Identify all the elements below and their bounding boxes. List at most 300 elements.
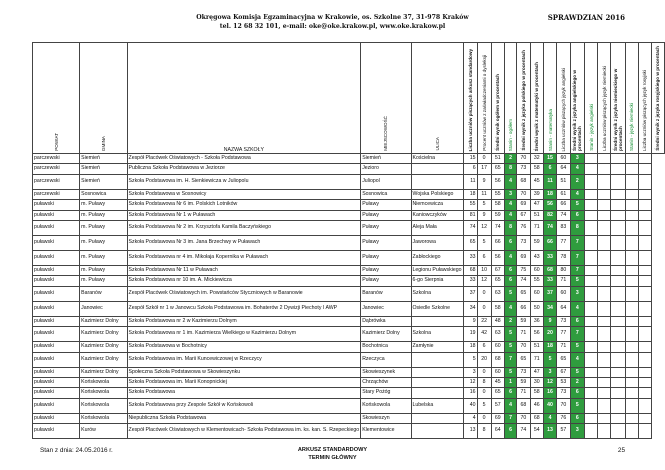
cell-miejscowosc: Bochotnica bbox=[361, 342, 411, 352]
cell-value: 65 bbox=[517, 352, 530, 367]
cell-value: 7 bbox=[504, 352, 516, 367]
cell-empty bbox=[611, 235, 625, 250]
cell-powiat: puławski bbox=[33, 367, 80, 377]
cell-empty bbox=[625, 424, 638, 439]
table-row bbox=[33, 164, 665, 174]
cell-miejscowosc: Puławy bbox=[361, 220, 411, 235]
cell-value: 65 bbox=[491, 164, 504, 174]
cell-value: 64 bbox=[491, 424, 504, 439]
cell-value: 59 bbox=[530, 235, 543, 250]
cell-value: 66 bbox=[517, 301, 530, 316]
cell-value: 12 bbox=[477, 276, 491, 286]
cell-value: 46 bbox=[530, 398, 543, 413]
cell-empty bbox=[625, 367, 638, 377]
cell-value: 58 bbox=[530, 164, 543, 174]
cell-powiat: puławski bbox=[33, 342, 80, 352]
cell-empty bbox=[611, 342, 625, 352]
cell-nazwa: Szkoła Podstawowa nr 4 im. Mikołaja Kopernika w Puławach bbox=[127, 250, 361, 265]
cell-ulica: Szkolna bbox=[411, 327, 463, 342]
cell-ulica: Niemcewicza bbox=[411, 200, 463, 210]
cell-value: 42 bbox=[477, 327, 491, 342]
cell-value: 30 bbox=[530, 377, 543, 387]
cell-value: 2 bbox=[504, 154, 516, 164]
cell-value: 32 bbox=[530, 154, 543, 164]
cell-value: 57 bbox=[491, 398, 504, 413]
cell-powiat: puławski bbox=[33, 210, 80, 220]
cell-empty bbox=[625, 342, 638, 352]
cell-empty bbox=[611, 154, 625, 164]
cell-nazwa: Szkoła Podstawowa im. H. Sienkiewicza w Juliopolu bbox=[127, 174, 361, 189]
cell-nazwa: Szkoła Podstawowa nr 2 w Kazimierzu Dolnym bbox=[127, 316, 361, 326]
cell-gmina: m. Puławy bbox=[80, 265, 127, 275]
cell-value: 4 bbox=[463, 413, 477, 423]
cell-nazwa: Szkoła Podstawowa w Bochotnicy bbox=[127, 342, 361, 352]
cell-empty bbox=[638, 388, 651, 398]
cell-nazwa: Szkoła Podstawowa bbox=[127, 388, 361, 398]
cell-value: 51 bbox=[557, 174, 570, 189]
cell-miejscowosc: Stary Pożóg bbox=[361, 388, 411, 398]
table-row bbox=[33, 250, 665, 265]
cell-value: 15 bbox=[543, 154, 556, 164]
cell-empty bbox=[625, 250, 638, 265]
cell-empty bbox=[584, 398, 597, 413]
cell-empty bbox=[611, 352, 625, 367]
cell-value: 7 bbox=[570, 235, 584, 250]
table-row bbox=[33, 210, 665, 220]
cell-gmina: m. Puławy bbox=[80, 210, 127, 220]
cell-value: 76 bbox=[517, 220, 530, 235]
cell-value: 48 bbox=[491, 316, 504, 326]
cell-value: 60 bbox=[491, 342, 504, 352]
table-row bbox=[33, 377, 665, 387]
cell-empty bbox=[611, 327, 625, 342]
cell-gmina: Kurów bbox=[80, 424, 127, 439]
cell-empty bbox=[638, 250, 651, 265]
cell-empty bbox=[625, 164, 638, 174]
cell-gmina: Kazimierz Dolny bbox=[80, 352, 127, 367]
cell-value: 47 bbox=[530, 200, 543, 210]
table-row bbox=[33, 235, 665, 250]
cell-empty bbox=[638, 189, 651, 199]
cell-empty bbox=[638, 316, 651, 326]
cell-gmina: Kazimierz Dolny bbox=[80, 367, 127, 377]
cell-value: 70 bbox=[517, 413, 530, 423]
cell-value: 64 bbox=[557, 164, 570, 174]
cell-value: 3 bbox=[570, 154, 584, 164]
cell-ulica: Kościelna bbox=[411, 154, 463, 164]
cell-value: 74 bbox=[517, 276, 530, 286]
table-row bbox=[33, 220, 665, 235]
cell-value: 18 bbox=[543, 189, 556, 199]
col-liczba-uczniow: Liczba uczniów piszących arkusz standardowy bbox=[463, 43, 477, 154]
cell-value: 75 bbox=[517, 265, 530, 275]
table-row bbox=[33, 276, 665, 286]
cell-gmina: m. Puławy bbox=[80, 200, 127, 210]
cell-value: 68 bbox=[491, 352, 504, 367]
footer-center bbox=[0, 446, 665, 462]
cell-miejscowosc: Puławy bbox=[361, 200, 411, 210]
cell-value: 82 bbox=[543, 210, 556, 220]
cell-ulica: Zamłynie bbox=[411, 342, 463, 352]
cell-value: 68 bbox=[543, 265, 556, 275]
cell-value: 8 bbox=[477, 377, 491, 387]
cell-miejscowosc: Rzeczyca bbox=[361, 352, 411, 367]
cell-value: 69 bbox=[491, 413, 504, 423]
cell-empty bbox=[638, 174, 651, 189]
cell-value: 6 bbox=[504, 235, 516, 250]
cell-value: 9 bbox=[463, 316, 477, 326]
table-body bbox=[33, 154, 665, 439]
cell-miejscowosc: Puławy bbox=[361, 210, 411, 220]
cell-nazwa: Szkoła Podstawowa nr 10 im. A. Mickiewicza bbox=[127, 276, 361, 286]
cell-value: 63 bbox=[491, 327, 504, 342]
cell-miejscowosc: Kazimierz Dolny bbox=[361, 327, 411, 342]
cell-empty bbox=[598, 235, 611, 250]
cell-value: 5 bbox=[477, 200, 491, 210]
table-row bbox=[33, 398, 665, 413]
cell-empty bbox=[598, 377, 611, 387]
cell-value: 77 bbox=[557, 235, 570, 250]
cell-empty bbox=[638, 424, 651, 439]
header-line-2: tel. 12 68 32 101, e-mail: oke@oke.krakow.pl, www.oke.krakow.pl bbox=[219, 23, 446, 30]
cell-miejscowosc: Puławy bbox=[361, 250, 411, 265]
cell-value: 5 bbox=[477, 398, 491, 413]
cell-value: 4 bbox=[570, 189, 584, 199]
cell-value: 5 bbox=[543, 352, 556, 367]
cell-empty bbox=[598, 301, 611, 316]
cell-value: 71 bbox=[517, 327, 530, 342]
cell-nazwa: Szkoła Podstawowa Nr 3 im. Jana Brzechwy w Puławach bbox=[127, 235, 361, 250]
cell-empty bbox=[598, 189, 611, 199]
cell-value: 74 bbox=[543, 220, 556, 235]
cell-value: 2 bbox=[570, 377, 584, 387]
cell-empty bbox=[638, 342, 651, 352]
cell-nazwa: Zespół Placówek Oświatowych w Klementowicach- Szkoła Podstawowa im. ks. kan. S. Rzepeckiego bbox=[127, 424, 361, 439]
cell-value: 68 bbox=[530, 413, 543, 423]
cell-value: 68 bbox=[517, 398, 530, 413]
cell-nazwa: Szkoła Podstawowa im. Marii Konopnickiej bbox=[127, 377, 361, 387]
cell-value: 83 bbox=[557, 220, 570, 235]
cell-empty bbox=[638, 398, 651, 413]
cell-value: 70 bbox=[517, 189, 530, 199]
cell-empty bbox=[584, 286, 597, 301]
col-wynik-niemiecki: Średni wynik z języka niemieckiego w procentach bbox=[611, 43, 625, 154]
cell-empty bbox=[625, 154, 638, 164]
cell-miejscowosc: Chrząchów bbox=[361, 377, 411, 387]
cell-value: 16 bbox=[543, 388, 556, 398]
cell-value: 11 bbox=[463, 174, 477, 189]
cell-value: 6 bbox=[504, 265, 516, 275]
cell-powiat: puławski bbox=[33, 327, 80, 342]
cell-empty bbox=[638, 265, 651, 275]
col-stanin-angielski: Stanin - język angielski bbox=[584, 43, 597, 154]
cell-ulica: Aleja Mała bbox=[411, 220, 463, 235]
cell-value: 73 bbox=[517, 164, 530, 174]
cell-empty bbox=[584, 174, 597, 189]
cell-empty bbox=[611, 276, 625, 286]
cell-value: 3 bbox=[570, 286, 584, 301]
cell-empty bbox=[598, 220, 611, 235]
cell-ulica: Kaniowczyków bbox=[411, 210, 463, 220]
cell-value: 53 bbox=[557, 377, 570, 387]
cell-value: 3 bbox=[543, 367, 556, 377]
cell-gmina: m. Puławy bbox=[80, 220, 127, 235]
cell-powiat: puławski bbox=[33, 286, 80, 301]
cell-value: 71 bbox=[530, 352, 543, 367]
cell-empty bbox=[584, 301, 597, 316]
cell-value: 76 bbox=[557, 413, 570, 423]
col-wynik-angielski: Średni wynik z języka angielskiego w procentach bbox=[570, 43, 584, 154]
cell-value: 3 bbox=[463, 367, 477, 377]
cell-powiat: puławski bbox=[33, 220, 80, 235]
cell-value: 36 bbox=[530, 316, 543, 326]
cell-value: 73 bbox=[557, 316, 570, 326]
cell-empty bbox=[584, 327, 597, 342]
cell-nazwa: Szkoła Podstawowa nr 1 im. Kazimierza Wielkiego w Kazimierzu Dolnym bbox=[127, 327, 361, 342]
cell-value: 3 bbox=[570, 424, 584, 439]
cell-empty bbox=[598, 367, 611, 377]
cell-value: 13 bbox=[543, 424, 556, 439]
cell-value: 65 bbox=[517, 286, 530, 301]
cell-value: 56 bbox=[530, 327, 543, 342]
cell-empty bbox=[598, 316, 611, 326]
cell-value: 70 bbox=[557, 398, 570, 413]
cell-value: 10 bbox=[477, 265, 491, 275]
cell-empty bbox=[625, 235, 638, 250]
cell-value: 33 bbox=[543, 276, 556, 286]
cell-ulica bbox=[411, 377, 463, 387]
cell-miejscowosc: Skowieszynek bbox=[361, 367, 411, 377]
cell-value: 65 bbox=[557, 352, 570, 367]
table-row bbox=[33, 388, 665, 398]
cell-empty bbox=[638, 154, 651, 164]
col-stanin-niemiecki: Stanin - język niemiecki bbox=[625, 43, 638, 154]
cell-value: 8 bbox=[477, 424, 491, 439]
cell-gmina: Baranów bbox=[80, 286, 127, 301]
cell-value: 66 bbox=[557, 200, 570, 210]
cell-value: 20 bbox=[543, 327, 556, 342]
cell-miejscowosc: Puławy bbox=[361, 235, 411, 250]
col-wynik-ogolem: Średni wynik ogółem w procentach bbox=[491, 43, 504, 154]
cell-empty bbox=[598, 413, 611, 423]
cell-empty bbox=[625, 413, 638, 423]
col-liczba-angielski: Liczba uczniów piszących język angielski bbox=[557, 43, 570, 154]
cell-value: 4 bbox=[570, 164, 584, 174]
cell-gmina: m. Puławy bbox=[80, 276, 127, 286]
cell-value: 73 bbox=[557, 388, 570, 398]
table-row bbox=[33, 352, 665, 367]
cell-powiat: puławski bbox=[33, 316, 80, 326]
cell-value: 51 bbox=[530, 210, 543, 220]
cell-empty bbox=[638, 220, 651, 235]
cell-value: 4 bbox=[504, 250, 516, 265]
cell-nazwa: Szkoła Podstawowa przy Zespole Szkół w Końskowoli bbox=[127, 398, 361, 413]
cell-gmina: Końskowola bbox=[80, 413, 127, 423]
cell-value: 34 bbox=[543, 301, 556, 316]
cell-gmina: Sosnowica bbox=[80, 189, 127, 199]
cell-value: 34 bbox=[463, 301, 477, 316]
cell-empty bbox=[598, 352, 611, 367]
cell-powiat: puławski bbox=[33, 276, 80, 286]
cell-value: 55 bbox=[463, 200, 477, 210]
cell-value: 9 bbox=[543, 316, 556, 326]
cell-empty bbox=[611, 286, 625, 301]
cell-value: 6 bbox=[477, 342, 491, 352]
col-wynik-rosyjski: Średni wynik z języka rosyjskiego w procentach bbox=[651, 43, 664, 154]
cell-empty bbox=[584, 220, 597, 235]
cell-gmina: Siemień bbox=[80, 174, 127, 189]
cell-value: 65 bbox=[491, 276, 504, 286]
cell-value: 13 bbox=[463, 424, 477, 439]
cell-miejscowosc: Puławy bbox=[361, 276, 411, 286]
cell-empty bbox=[598, 154, 611, 164]
cell-value: 74 bbox=[491, 220, 504, 235]
cell-value: 6 bbox=[463, 164, 477, 174]
cell-gmina: Końskowola bbox=[80, 398, 127, 413]
cell-empty bbox=[584, 352, 597, 367]
cell-value: 3 bbox=[504, 189, 516, 199]
cell-value: 18 bbox=[543, 342, 556, 352]
cell-empty bbox=[611, 250, 625, 265]
cell-empty bbox=[598, 286, 611, 301]
cell-gmina: m. Puławy bbox=[80, 250, 127, 265]
cell-value: 65 bbox=[463, 235, 477, 250]
cell-value: 7 bbox=[504, 413, 516, 423]
footer-center-line-1: ARKUSZ STANDARDOWY bbox=[297, 447, 368, 453]
table-row bbox=[33, 316, 665, 326]
cell-value: 56 bbox=[491, 174, 504, 189]
cell-empty bbox=[611, 189, 625, 199]
cell-empty bbox=[598, 200, 611, 210]
cell-miejscowosc: Siemień bbox=[361, 154, 411, 164]
cell-gmina: m. Puławy bbox=[80, 235, 127, 250]
cell-empty bbox=[638, 367, 651, 377]
col-dysleksja: Procent uczniów z zaświadczeniami o dysleksji bbox=[477, 43, 491, 154]
table-row bbox=[33, 189, 665, 199]
cell-empty bbox=[598, 265, 611, 275]
cell-value: 4 bbox=[570, 301, 584, 316]
cell-empty bbox=[598, 327, 611, 342]
table-row bbox=[33, 174, 665, 189]
cell-value: 55 bbox=[530, 276, 543, 286]
cell-value: 67 bbox=[517, 210, 530, 220]
cell-nazwa: Zespół Placówek Oświatowych im. Powstańców Styczniowych w Baranowie bbox=[127, 286, 361, 301]
cell-value: 12 bbox=[463, 377, 477, 387]
cell-value: 5 bbox=[463, 352, 477, 367]
cell-value: 61 bbox=[557, 189, 570, 199]
cell-value: 5 bbox=[570, 342, 584, 352]
col-stanin-ogolem: Stanin - ogółem bbox=[504, 43, 516, 154]
cell-empty bbox=[625, 265, 638, 275]
col-liczba-niemiecki: Liczba uczniów piszących język niemiecki bbox=[598, 43, 611, 154]
header-line-1: Okręgowa Komisja Egzaminacyjna w Krakowie, os. Szkolne 37, 31-978 Kraków bbox=[196, 14, 469, 21]
cell-miejscowosc: Puławy bbox=[361, 265, 411, 275]
cell-value: 4 bbox=[543, 413, 556, 423]
cell-empty bbox=[611, 413, 625, 423]
cell-powiat: puławski bbox=[33, 377, 80, 387]
cell-miejscowosc: Skowieszyn bbox=[361, 413, 411, 423]
cell-nazwa: Szkoła Podstawowa Nr 1 w Puławach bbox=[127, 210, 361, 220]
cell-value: 78 bbox=[557, 250, 570, 265]
cell-value: 7 bbox=[570, 265, 584, 275]
cell-powiat: puławski bbox=[33, 352, 80, 367]
cell-value: 6 bbox=[570, 316, 584, 326]
cell-value: 16 bbox=[463, 388, 477, 398]
cell-value: 4 bbox=[570, 352, 584, 367]
cell-empty bbox=[611, 164, 625, 174]
cell-value: 12 bbox=[477, 220, 491, 235]
cell-gmina: Siemień bbox=[80, 154, 127, 164]
cell-empty bbox=[638, 286, 651, 301]
cell-value: 63 bbox=[491, 286, 504, 301]
cell-ulica: Jaworowa bbox=[411, 235, 463, 250]
footer-date: Stan z dnia: 24.05.2016 r. bbox=[40, 447, 113, 454]
col-liczba-rosyjski: Liczba uczniów piszących język rosyjski bbox=[638, 43, 651, 154]
cell-empty bbox=[584, 235, 597, 250]
cell-empty bbox=[638, 413, 651, 423]
col-ulica: ULICA bbox=[411, 43, 463, 154]
cell-powiat: puławski bbox=[33, 265, 80, 275]
cell-gmina: Kazimierz Dolny bbox=[80, 316, 127, 326]
cell-ulica bbox=[411, 388, 463, 398]
cell-empty bbox=[638, 210, 651, 220]
cell-empty bbox=[625, 301, 638, 316]
col-powiat: POWIAT bbox=[33, 43, 80, 154]
cell-empty bbox=[625, 276, 638, 286]
col-nazwa: NAZWA SZKOŁY bbox=[127, 43, 361, 154]
cell-value: 5 bbox=[477, 235, 491, 250]
cell-value: 0 bbox=[477, 301, 491, 316]
cell-ulica: Lubelska bbox=[411, 398, 463, 413]
cell-miejscowosc: Jezioro bbox=[361, 164, 411, 174]
cell-ulica bbox=[411, 352, 463, 367]
cell-value: 18 bbox=[463, 342, 477, 352]
cell-value: 69 bbox=[517, 200, 530, 210]
cell-value: 70 bbox=[517, 342, 530, 352]
cell-value: 5 bbox=[504, 367, 516, 377]
cell-empty bbox=[584, 200, 597, 210]
cell-value: 0 bbox=[477, 286, 491, 301]
cell-value: 80 bbox=[557, 265, 570, 275]
cell-empty bbox=[638, 200, 651, 210]
cell-ulica bbox=[411, 424, 463, 439]
cell-empty bbox=[625, 352, 638, 367]
cell-gmina: Janowiec bbox=[80, 301, 127, 316]
cell-ulica: 6-go Sierpnia bbox=[411, 276, 463, 286]
cell-value: 18 bbox=[463, 189, 477, 199]
cell-value: 5 bbox=[570, 367, 584, 377]
cell-ulica bbox=[411, 174, 463, 189]
cell-value: 81 bbox=[463, 210, 477, 220]
cell-ulica: Szkolna bbox=[411, 286, 463, 301]
table-row bbox=[33, 367, 665, 377]
cell-empty bbox=[598, 424, 611, 439]
cell-value: 54 bbox=[530, 424, 543, 439]
cell-empty bbox=[584, 250, 597, 265]
cell-value: 71 bbox=[517, 388, 530, 398]
cell-empty bbox=[611, 316, 625, 326]
cell-empty bbox=[598, 174, 611, 189]
cell-powiat: puławski bbox=[33, 250, 80, 265]
cell-value: 7 bbox=[570, 250, 584, 265]
cell-empty bbox=[584, 164, 597, 174]
cell-value: 0 bbox=[477, 413, 491, 423]
cell-value: 39 bbox=[530, 189, 543, 199]
cell-empty bbox=[598, 250, 611, 265]
cell-value: 66 bbox=[491, 235, 504, 250]
cell-value: 67 bbox=[557, 367, 570, 377]
cell-empty bbox=[584, 413, 597, 423]
